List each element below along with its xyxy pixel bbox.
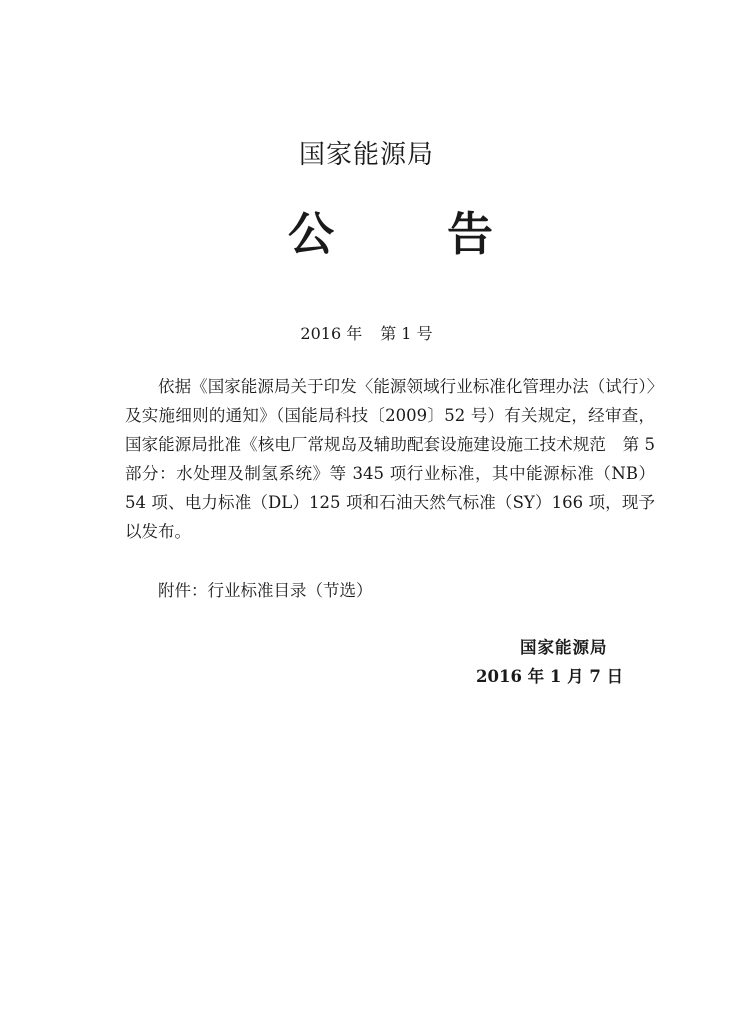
document-number: 第 1 号: [380, 324, 433, 343]
document-year: 2016 年: [300, 324, 363, 343]
title-char-1: 公: [288, 207, 334, 261]
title-char-2: 告: [447, 207, 493, 261]
document-number-line: [0, 321, 733, 344]
document-title: [288, 198, 493, 264]
issuer-heading: 国家能源局: [298, 140, 434, 170]
signature-issuer: 国家能源局: [520, 638, 608, 657]
signature-date: 2016 年 1 月 7 日: [476, 667, 624, 686]
attachment-line: 附件：行业标准目录（节选）: [158, 581, 373, 600]
announcement-body: [125, 372, 655, 546]
body-paragraph: 依据《国家能源局关于印发〈能源领域行业标准化管理办法（试行）〉及实施细则的通知》（国能局科技〔2009〕52 号）有关规定，经审查，国家能源局批准《核电厂常规岛及辅助配套设施建设施工技术规范 第 5 部分：水处理及制氢系统》等 345 项行业标准，其中能源标准（NB）54 项、电力标准（DL）125 项和石油天然气标准（SY）166 项，现予以发布。: [125, 377, 655, 541]
